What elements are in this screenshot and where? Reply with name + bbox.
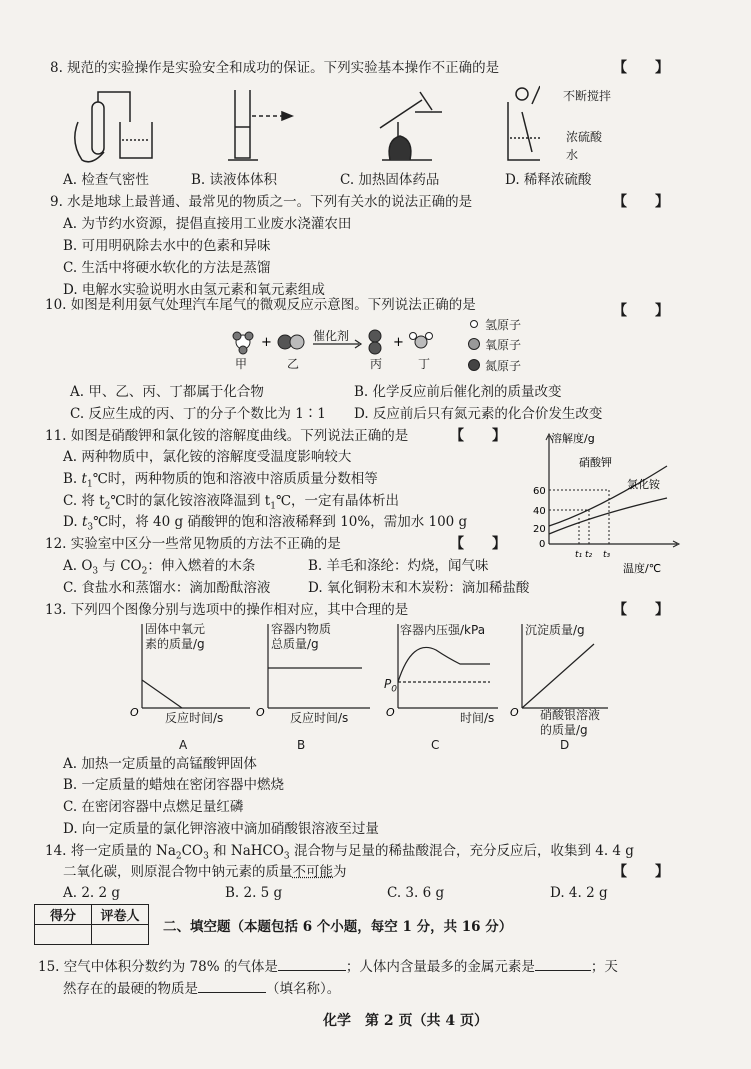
q10-stem: 10. 如图是利用氨气处理汽车尾气的微观反应示意图。下列说法正确的是	[45, 297, 476, 313]
grader-cell[interactable]	[92, 925, 149, 945]
q11-option-c: C. 将 $t_2℃$时的氯化铵溶液降温到 $t_1℃$，一定有晶体析出	[63, 493, 400, 512]
q10-option-c: C. 反应生成的丙、丁的分子个数比为 1∶1	[70, 406, 326, 422]
q10-catalyst-label: 催化剂	[313, 329, 350, 343]
q8-option-d: D. 稀释浓硫酸	[505, 172, 592, 188]
q9-option-c: C. 生活中将硬水软化的方法是蒸馏	[63, 260, 271, 276]
q13-graph-letter-a: A	[179, 738, 188, 752]
svg-text:t₂: t₂	[585, 550, 593, 560]
q11-curve-kno3	[549, 466, 667, 526]
q13-c-ylabel: 容器内压强/kPa	[400, 623, 486, 637]
q9-answer-bracket: 【 】	[613, 194, 669, 210]
q13-a-xlabel: 反应时间/s	[165, 711, 224, 725]
q13-graph-a-line	[142, 680, 182, 708]
q8-fig-a	[75, 92, 152, 162]
q10-answer-bracket: 【 】	[613, 303, 669, 319]
q13-c-xlabel: 时间/s	[460, 711, 495, 725]
q14-answer-bracket: 【 】	[613, 864, 669, 880]
q9-option-a: A. 为节约水资源，提倡直接用工业废水浇灌农田	[63, 216, 352, 232]
q12-option-b: B. 羊毛和涤纶：灼烧，闻气味	[308, 558, 489, 574]
score-table	[34, 904, 149, 945]
svg-text:t₁: t₁	[575, 550, 583, 560]
q13-b-xlabel: 反应时间/s	[290, 711, 349, 725]
q15-line1: 15. 空气中体积分数约为 78% 的气体是 ；人体内含量最多的金属元素是 ；天	[38, 959, 618, 975]
q12-answer-bracket: 【 】	[450, 536, 506, 552]
q8-apparatus-figures	[70, 82, 540, 170]
q11-xlabel: 温度/℃	[623, 562, 662, 575]
q13-b-ylabel: 容器内物质 总质量/g	[271, 622, 332, 651]
grader-header: 评卷人	[92, 905, 149, 925]
q15-line2: 然存在的最硬的物质是 （填名称）。	[63, 981, 341, 997]
q11-stem: 11. 如图是硝酸钾和氯化铵的溶解度曲线。下列说法正确的是	[45, 428, 409, 444]
q8-option-c: C. 加热固体药品	[340, 172, 440, 188]
q8-fig-b	[228, 90, 292, 160]
q13-origin-b: O	[256, 706, 265, 719]
q13-a-ylabel: 固体中氧元 素的质量/g	[145, 622, 206, 651]
q13-option-b: B. 一定质量的蜡烛在密闭容器中燃烧	[63, 777, 285, 793]
q11-option-b: B. $t_1℃$时，两种物质的饱和溶液中溶质质量分数相等	[63, 471, 378, 490]
q14-option-a: A. 2. 2 g	[63, 885, 121, 901]
q10-name-bing: 丙	[370, 357, 383, 371]
q13-answer-bracket: 【 】	[613, 602, 669, 618]
q11-legend-kno3: 硝酸钾	[579, 456, 612, 469]
q10-option-d: D. 反应前后只有氮元素的化合价发生改变	[354, 406, 603, 422]
q8-label-acid: 浓硫酸	[566, 130, 603, 144]
q13-stem: 13. 下列四个图像分别与选项中的操作相对应，其中合理的是	[45, 602, 409, 618]
q10-legend-oxygen: 氧原子	[485, 338, 522, 352]
q9-stem: 9. 水是地球上最普通、最常见的物质之一。下列有关水的说法正确的是	[50, 194, 473, 210]
q10-name-ding: 丁	[418, 357, 431, 371]
q13-graph-letter-b: B	[297, 738, 306, 752]
q11-ytick-0: 0	[539, 539, 546, 550]
svg-text:t₃: t₃	[603, 550, 611, 560]
q13-origin-d: O	[510, 706, 519, 719]
q13-graph-d-line	[522, 644, 594, 708]
q13-graph-c-line	[398, 647, 490, 682]
q13-origin-c: O	[386, 706, 395, 719]
q8-label-stir: 不断搅拌	[563, 89, 612, 103]
q13-option-a: A. 加热一定质量的高锰酸钾固体	[63, 756, 257, 772]
q13-c-p0: $P_0$	[384, 677, 397, 695]
score-cell[interactable]	[35, 925, 92, 945]
q11-ytick-20: 20	[533, 524, 546, 535]
section-title-fill-in: 二、填空题（本题包括 6 个小题，每空 1 分，共 16 分）	[163, 919, 513, 935]
score-header: 得分	[35, 905, 92, 925]
q10-legend-nitrogen: 氮原子	[485, 359, 522, 373]
q13-graph-letter-d: D	[560, 738, 570, 752]
q8-answer-bracket: 【 】	[613, 60, 669, 76]
q12-option-c: C. 食盐水和蒸馏水：滴加酚酞溶液	[63, 580, 271, 596]
q10-option-a: A. 甲、乙、丙、丁都属于化合物	[70, 384, 264, 400]
q11-ytick-40: 40	[533, 506, 546, 517]
q10-name-jia: 甲	[235, 357, 248, 371]
q11-answer-bracket: 【 】	[450, 428, 506, 444]
q10-legend-atoms	[466, 316, 482, 378]
q15-blank-2[interactable]	[535, 958, 591, 971]
q11-ytick-60: 60	[533, 486, 546, 497]
q10-legend-hydrogen: 氢原子	[485, 318, 522, 332]
q12-option-d: D. 氧化铜粉末和木炭粉：滴加稀盐酸	[308, 580, 530, 596]
q14-stem-line2: 二氧化碳，则原混合物中钠元素的质量不可能为	[63, 864, 347, 880]
q11-ylabel: 溶解度/g	[551, 432, 595, 445]
q11-ytick-labels	[533, 486, 546, 550]
svg-text:+: +	[261, 335, 272, 350]
q12-option-a: A. $O_3$ 与 $CO_2$：伸入燃着的木条	[63, 558, 256, 577]
q13-origin-a: O	[130, 706, 139, 719]
q14-option-b: B. 2. 5 g	[225, 885, 283, 901]
q9-option-d: D. 电解水实验说明水由氢元素和氧元素组成	[63, 282, 325, 298]
q13-option-c: C. 在密闭容器中点燃足量红磷	[63, 799, 244, 815]
q10-option-b: B. 化学反应前后催化剂的质量改变	[354, 384, 562, 400]
q10-name-yi: 乙	[287, 357, 300, 371]
q8-fig-c	[380, 92, 442, 160]
q8-option-a: A. 检查气密性	[63, 172, 149, 188]
q8-stem: 8. 规范的实验操作是实验安全和成功的保证。下列实验基本操作不正确的是	[50, 60, 500, 76]
q14-stem-line1: 14. 将一定质量的 $Na_2CO_3$ 和 NaHCO$_3$ 混合物与足量的稀盐酸混合，充分反应后，收集到 4. 4 g	[45, 843, 634, 862]
q15-blank-1[interactable]	[278, 958, 346, 971]
q11-option-a: A. 两种物质中，氯化铵的溶解度受温度影响较大	[63, 449, 352, 465]
q8-option-b: B. 读液体体积	[191, 172, 278, 188]
q9-option-b: B. 可用明矾除去水中的色素和异味	[63, 238, 271, 254]
q11-legend-nh4cl: 氯化铵	[627, 478, 660, 491]
q13-option-d: D. 向一定质量的氯化钾溶液中滴加硝酸银溶液至过量	[63, 821, 379, 837]
q14-option-c: C. 3. 6 g	[387, 885, 445, 901]
q8-fig-d	[508, 86, 540, 160]
q12-stem: 12. 实验室中区分一些常见物质的方法不正确的是	[45, 536, 341, 552]
svg-text:+: +	[393, 335, 404, 350]
q8-label-water: 水	[566, 148, 579, 162]
q11-solubility-chart	[527, 426, 692, 576]
page-footer: 化学 第 2 页（共 4 页）	[323, 1013, 488, 1029]
q14-option-d: D. 4. 2 g	[550, 885, 608, 901]
q15-blank-3[interactable]	[198, 980, 266, 993]
q11-curve-nh4cl	[549, 498, 667, 534]
q13-d-xlabel: 硝酸银溶液 的质量/g	[540, 708, 601, 737]
q13-d-ylabel: 沉淀质量/g	[525, 623, 585, 637]
q11-option-d: D. $t_3℃$时，将 40 g 硝酸钾的饱和溶液稀释到 10%，需加水 100 g	[63, 514, 468, 533]
q13-graph-letter-c: C	[431, 738, 440, 752]
